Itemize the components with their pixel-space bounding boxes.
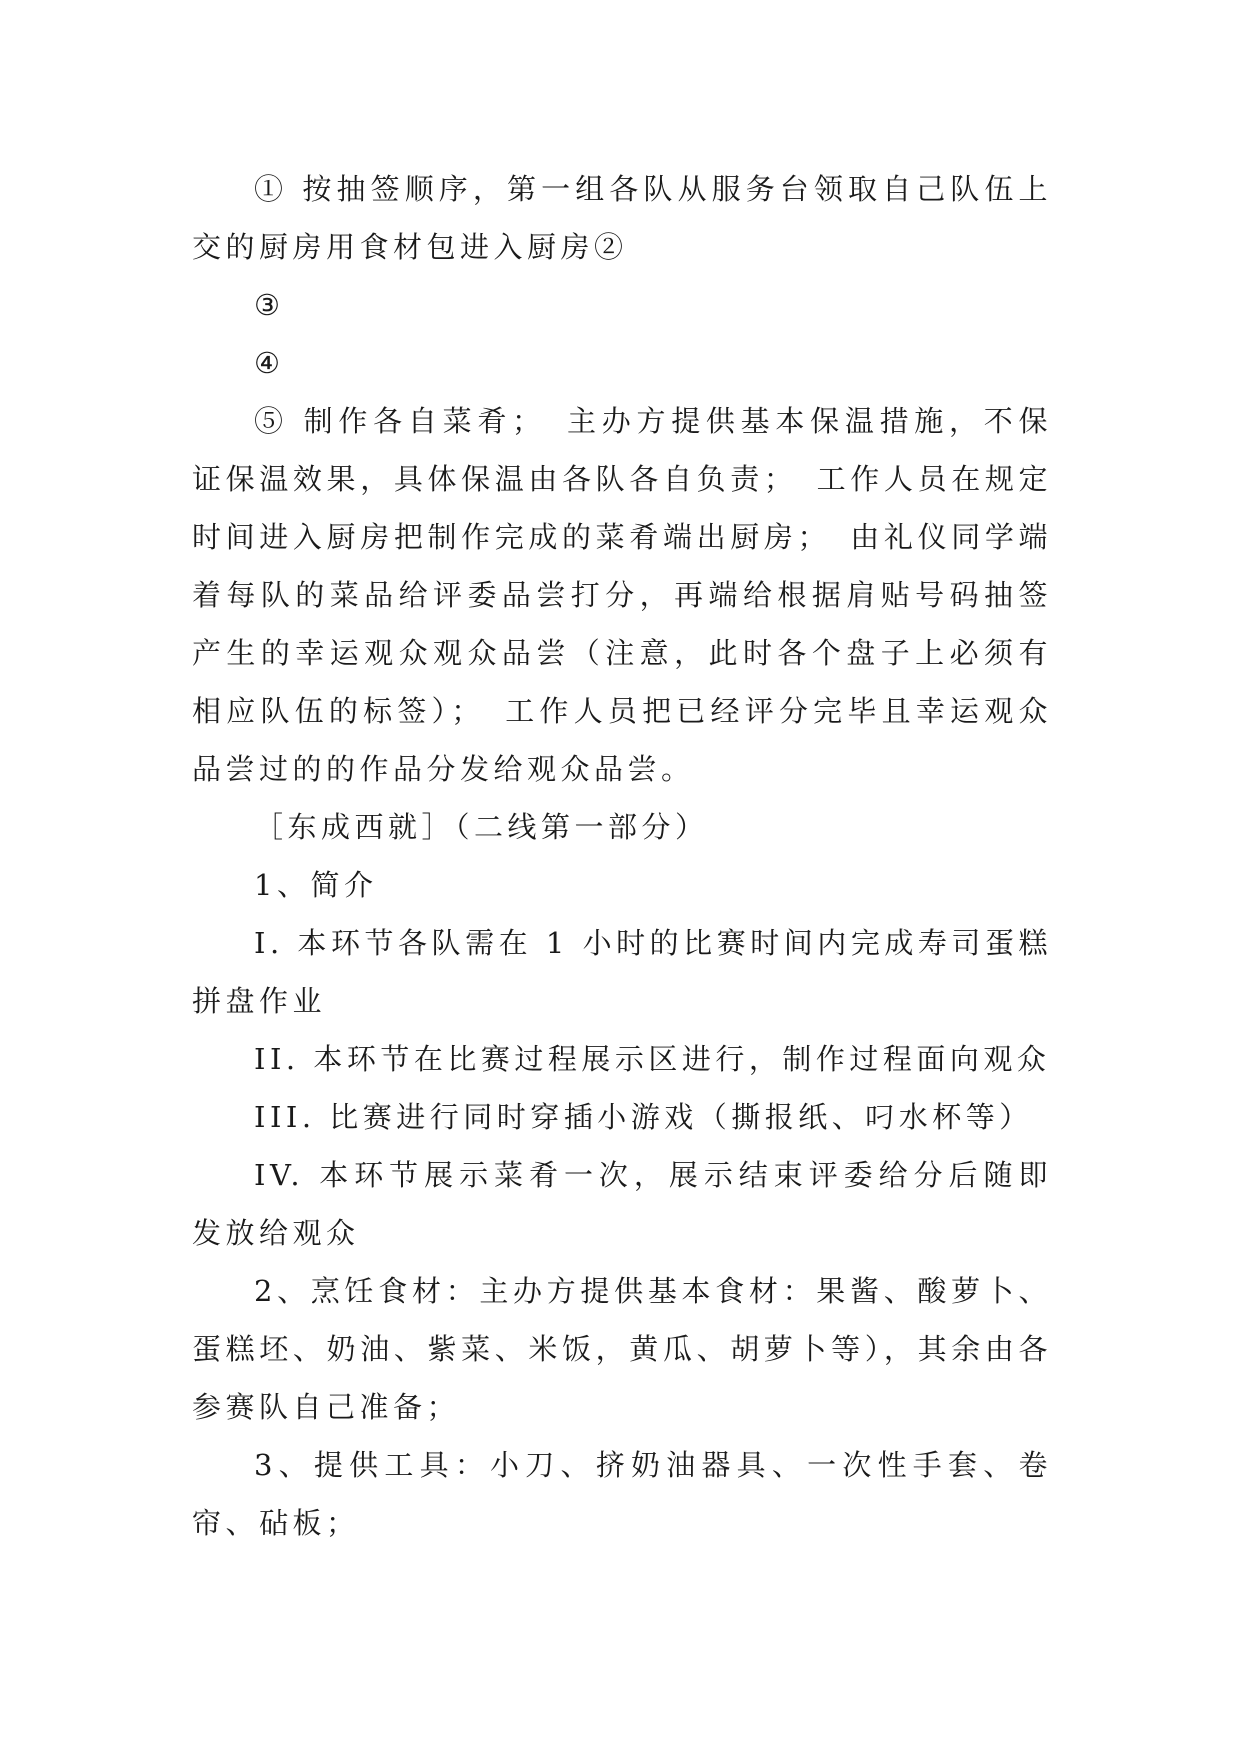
section-heading: ［东成西就］（二线第一部分） (254, 810, 709, 844)
paragraph-step-4: ④ (254, 346, 285, 380)
paragraph-step-1-2: ① 按抽签顺序，第一组各队从服务台领取自己队伍上交的厨房用食材包进入厨房② (192, 172, 1052, 264)
document-body (192, 160, 1052, 1552)
paragraph-intro-i: I. 本环节各队需在 1 小时的比赛时间内完成寿司蛋糕拼盘作业 (192, 926, 1052, 1018)
paragraph-intro-iv: IV. 本环节展示菜肴一次，展示结束评委给分后随即发放给观众 (192, 1158, 1052, 1250)
paragraph-ingredients: 2、烹饪食材：主办方提供基本食材：果酱、酸萝卜、蛋糕坯、奶油、紫菜、米饭，黄瓜、胡萝卜等），其余由各参赛队自己准备； (192, 1274, 1052, 1424)
paragraph-step-3: ③ (254, 288, 285, 322)
paragraph-intro-ii: II. 本环节在比赛过程展示区进行，制作过程面向观众 (254, 1042, 1051, 1076)
paragraph-intro-iii: III. 比赛进行同时穿插小游戏（撕报纸、叼水杯等） (254, 1100, 1033, 1134)
paragraph-intro-heading: 1、简介 (254, 868, 378, 902)
paragraph-step-5: ⑤ 制作各自菜肴； 主办方提供基本保温措施，不保证保温效果，具体保温由各队各自负责； 工作人员在规定时间进入厨房把制作完成的菜肴端出厨房； 由礼仪同学端着每队的菜品给评委品尝打分，再端给根据肩贴号码抽签产生的幸运观众观众品尝（注意，此时各个盘子上必须有相应队伍的标签）； 工作人员把已经评分完毕且幸运观众品尝过的的作品分发给观众品尝。 (192, 404, 1052, 786)
paragraph-tools: 3、提供工具：小刀、挤奶油器具、一次性手套、卷帘、砧板； (192, 1448, 1052, 1540)
